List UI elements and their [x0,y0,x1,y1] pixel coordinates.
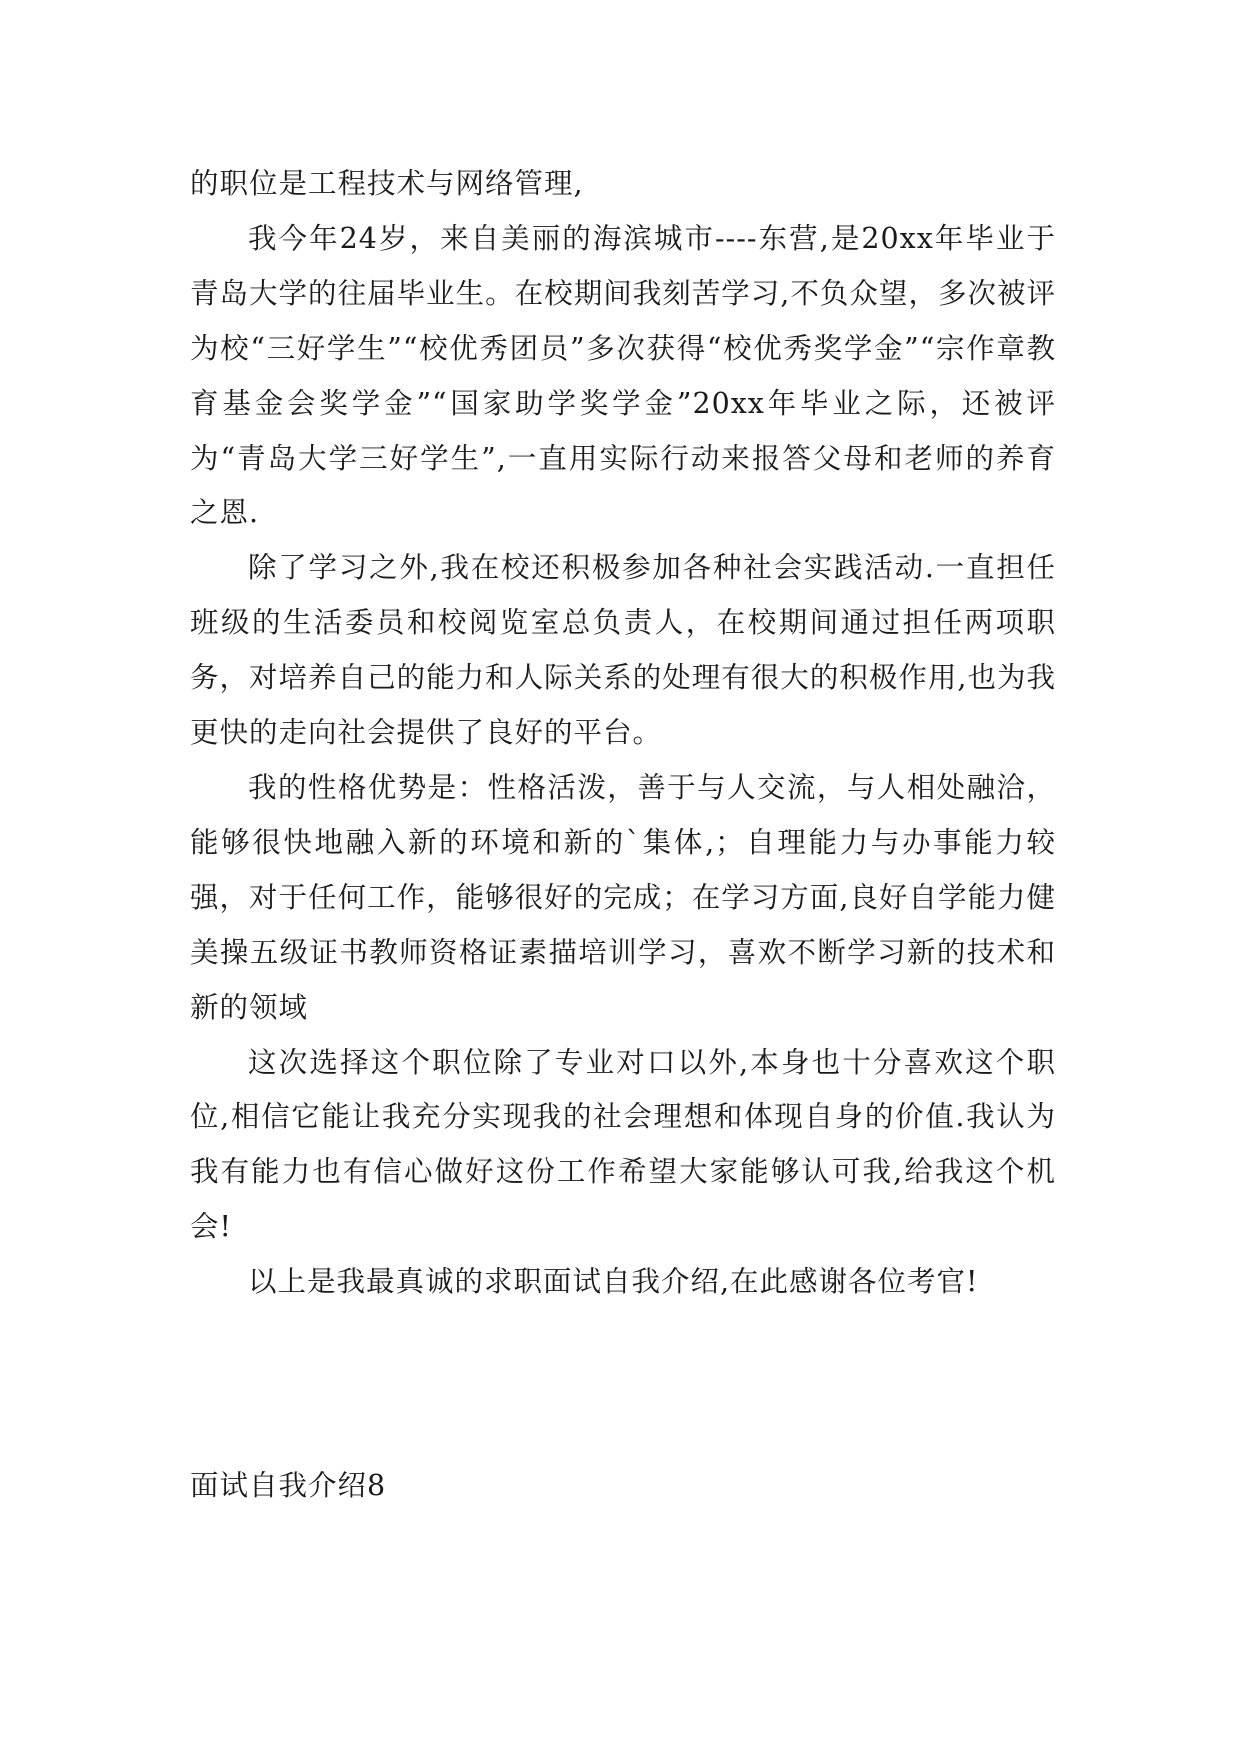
paragraph-activities: 除了学习之外,我在校还积极参加各种社会实践活动.一直担任班级的生活委员和校阅览室总负责人，在校期间通过担任两项职务，对培养自己的能力和人际关系的处理有很大的积极作用,也为我更快的走向社会提供了良好的平台。 [190,551,1056,750]
paragraph-strengths: 我的性格优势是：性格活泼，善于与人交流，与人相处融洽，能够很快地融入新的环境和新的`集体,；自理能力与办事能力较强，对于任何工作，能够很好的完成；在学习方面,良好自学能力健美操五级证书教师资格证素描培训学习，喜欢不断学习新的技术和新的领域 [190,770,1056,1024]
paragraph-closing: 以上是我最真诚的求职面试自我介绍,在此感谢各位考官! [248,1265,979,1299]
paragraph-background: 我今年24岁，来自美丽的海滨城市----东营,是20xx年毕业于青岛大学的往届毕业生。在校期间我刻苦学习,不负众望，多次被评为校“三好学生”“校优秀团员”多次获得“校优秀奖学金”“宗作章教育基金会奖学金”“国家助学奖学金”20xx年毕业之际，还被评为“青岛大学三好学生”,一直用实际行动来报答父母和老师的养育之恩. [190,221,1056,530]
document-body [190,157,1056,1310]
paragraph-motivation: 这次选择这个职位除了专业对口以外,本身也十分喜欢这个职位,相信它能让我充分实现我的社会理想和体现自身的价值.我认为我有能力也有信心做好这份工作希望大家能够认可我,给我这个机会! [190,1045,1056,1244]
section-heading: 面试自我介绍8 [190,1469,387,1502]
paragraph-continuation: 的职位是工程技术与网络管理, [190,167,584,200]
